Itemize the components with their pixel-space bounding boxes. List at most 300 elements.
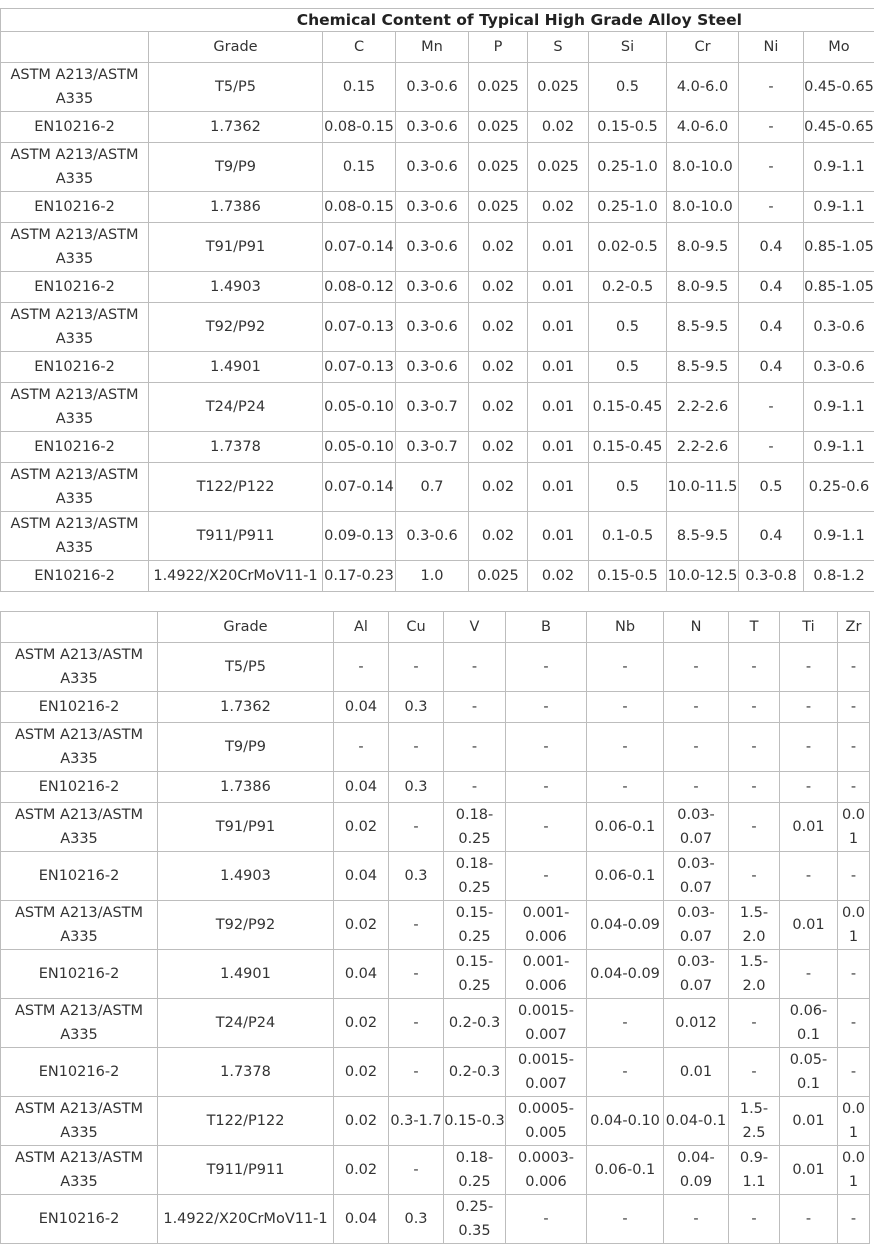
value-cell: 0.02 (528, 192, 589, 223)
value-cell: 0.05-0.1 (780, 1048, 838, 1097)
value-cell: 0.15 (323, 63, 396, 112)
value-cell: 0.02 (528, 561, 589, 592)
value-cell: 0.01 (528, 383, 589, 432)
grade-cell: T911/P911 (158, 1146, 334, 1195)
table-row (1, 512, 874, 561)
table-row (1, 950, 870, 999)
value-cell: 0.9-1.1 (804, 192, 874, 223)
value-cell: 0.025 (469, 112, 528, 143)
value-cell: - (389, 1146, 444, 1195)
value-cell: - (838, 1195, 870, 1244)
value-cell: - (729, 772, 780, 803)
column-header: N (664, 612, 729, 643)
value-cell: 0.3 (389, 1195, 444, 1244)
standard-cell: EN10216-2 (1, 112, 149, 143)
value-cell: 0.3-0.8 (739, 561, 804, 592)
value-cell: - (838, 852, 870, 901)
value-cell: - (444, 723, 506, 772)
value-cell: 0.01 (838, 1097, 870, 1146)
value-cell: 0.02 (469, 223, 528, 272)
value-cell: - (729, 1048, 780, 1097)
table-row (1, 1195, 870, 1244)
grade-cell: T24/P24 (158, 999, 334, 1048)
value-cell: 0.01 (528, 352, 589, 383)
value-cell: 0.025 (469, 561, 528, 592)
value-cell: - (389, 1048, 444, 1097)
value-cell: 0.15 (323, 143, 396, 192)
standard-cell: EN10216-2 (1, 1048, 158, 1097)
value-cell: 0.02-0.5 (589, 223, 667, 272)
standard-cell: ASTM A213/ASTM A335 (1, 643, 158, 692)
grade-cell: T122/P122 (149, 463, 323, 512)
standard-cell: ASTM A213/ASTM A335 (1, 223, 149, 272)
value-cell: - (389, 643, 444, 692)
table-row (1, 112, 874, 143)
standard-cell: ASTM A213/ASTM A335 (1, 143, 149, 192)
value-cell: 0.01 (780, 803, 838, 852)
value-cell: - (664, 1195, 729, 1244)
table-row (1, 901, 870, 950)
value-cell: 0.3-0.6 (804, 352, 874, 383)
value-cell: 0.06-0.1 (587, 852, 664, 901)
value-cell: - (444, 643, 506, 692)
grade-cell: T5/P5 (149, 63, 323, 112)
value-cell: 0.8-1.2 (804, 561, 874, 592)
value-cell: - (729, 852, 780, 901)
grade-cell: T9/P9 (158, 723, 334, 772)
column-header: Ti (780, 612, 838, 643)
value-cell: 0.09-0.13 (323, 512, 396, 561)
value-cell: 0.2-0.3 (444, 1048, 506, 1097)
value-cell: - (444, 772, 506, 803)
column-header: V (444, 612, 506, 643)
value-cell: 0.3-0.6 (396, 303, 469, 352)
value-cell: 0.07-0.13 (323, 352, 396, 383)
value-cell: - (389, 723, 444, 772)
table-row (1, 803, 870, 852)
standard-cell: ASTM A213/ASTM A335 (1, 901, 158, 950)
value-cell: - (506, 723, 587, 772)
column-header: Grade (158, 612, 334, 643)
grade-cell: 1.4922/X20CrMoV11-1 (158, 1195, 334, 1244)
value-cell: 0.45-0.65 (804, 63, 874, 112)
value-cell: 0.25-0.6 (804, 463, 874, 512)
value-cell: 1.5-2.0 (729, 950, 780, 999)
value-cell: 0.85-1.05 (804, 223, 874, 272)
value-cell: 0.01 (780, 901, 838, 950)
value-cell: 0.1-0.5 (589, 512, 667, 561)
grade-cell: 1.4922/X20CrMoV11-1 (149, 561, 323, 592)
value-cell: 0.02 (528, 112, 589, 143)
value-cell: - (739, 112, 804, 143)
value-cell: 0.3-0.6 (396, 272, 469, 303)
grade-cell: 1.7362 (149, 112, 323, 143)
value-cell: 0.3-0.7 (396, 383, 469, 432)
value-cell: 8.0-9.5 (667, 223, 739, 272)
grade-cell: T92/P92 (158, 901, 334, 950)
grade-cell: 1.7386 (149, 192, 323, 223)
value-cell: 0.3-0.6 (396, 512, 469, 561)
value-cell: - (739, 432, 804, 463)
value-cell: - (389, 803, 444, 852)
value-cell: 0.04 (334, 852, 389, 901)
value-cell: - (739, 63, 804, 112)
column-header (1, 612, 158, 643)
standard-cell: EN10216-2 (1, 561, 149, 592)
table-row (1, 1048, 870, 1097)
table-main-body (1, 9, 874, 592)
value-cell: 2.2-2.6 (667, 432, 739, 463)
value-cell: 0.3-0.7 (396, 432, 469, 463)
value-cell: 0.0015-0.007 (506, 1048, 587, 1097)
table-row (1, 272, 874, 303)
column-header: Cr (667, 32, 739, 63)
value-cell: 0.9-1.1 (804, 143, 874, 192)
value-cell: 0.08-0.15 (323, 192, 396, 223)
value-cell: - (780, 692, 838, 723)
value-cell: 0.025 (528, 143, 589, 192)
column-header: B (506, 612, 587, 643)
grade-cell: T122/P122 (158, 1097, 334, 1146)
value-cell: 0.02 (469, 463, 528, 512)
chemical-content-table-trace (0, 611, 870, 1244)
grade-cell: 1.4901 (149, 352, 323, 383)
grade-cell: 1.7362 (158, 692, 334, 723)
value-cell: 0.04-0.09 (664, 1146, 729, 1195)
value-cell: 0.5 (739, 463, 804, 512)
value-cell: 0.01 (664, 1048, 729, 1097)
value-cell: 0.04-0.09 (587, 901, 664, 950)
value-cell: 0.15-0.45 (589, 383, 667, 432)
column-header: Al (334, 612, 389, 643)
value-cell: - (729, 723, 780, 772)
grade-cell: T24/P24 (149, 383, 323, 432)
value-cell: 1.5-2.5 (729, 1097, 780, 1146)
value-cell: 0.01 (838, 803, 870, 852)
table-row (1, 852, 870, 901)
column-header: Ni (739, 32, 804, 63)
value-cell: 0.15-0.5 (589, 112, 667, 143)
value-cell: - (587, 772, 664, 803)
column-header: Mn (396, 32, 469, 63)
value-cell: 0.3-0.6 (396, 223, 469, 272)
value-cell: 0.01 (780, 1097, 838, 1146)
column-header: T (729, 612, 780, 643)
value-cell: 0.9-1.1 (729, 1146, 780, 1195)
value-cell: 0.01 (838, 901, 870, 950)
value-cell: - (729, 999, 780, 1048)
column-header: Si (589, 32, 667, 63)
value-cell: 0.3 (389, 852, 444, 901)
value-cell: 0.08-0.15 (323, 112, 396, 143)
value-cell: 0.01 (528, 272, 589, 303)
value-cell: 8.0-10.0 (667, 143, 739, 192)
standard-cell: ASTM A213/ASTM A335 (1, 463, 149, 512)
value-cell: 0.3 (389, 692, 444, 723)
standard-cell: EN10216-2 (1, 352, 149, 383)
value-cell: 0.07-0.14 (323, 223, 396, 272)
value-cell: 1.0 (396, 561, 469, 592)
value-cell: - (587, 723, 664, 772)
table-row (1, 223, 874, 272)
value-cell: 0.3-0.6 (396, 352, 469, 383)
grade-cell: T91/P91 (149, 223, 323, 272)
value-cell: 0.9-1.1 (804, 512, 874, 561)
column-header: Cu (389, 612, 444, 643)
value-cell: 0.15-0.5 (589, 561, 667, 592)
standard-cell: ASTM A213/ASTM A335 (1, 303, 149, 352)
table-row (1, 692, 870, 723)
value-cell: - (739, 143, 804, 192)
value-cell: 0.25-1.0 (589, 192, 667, 223)
value-cell: 0.18-0.25 (444, 1146, 506, 1195)
standard-cell: ASTM A213/ASTM A335 (1, 1097, 158, 1146)
value-cell: 0.05-0.10 (323, 432, 396, 463)
standard-cell: ASTM A213/ASTM A335 (1, 512, 149, 561)
value-cell: 10.0-11.5 (667, 463, 739, 512)
value-cell: - (444, 692, 506, 723)
chemical-content-table-main (0, 8, 874, 592)
standard-cell: ASTM A213/ASTM A335 (1, 63, 149, 112)
standard-cell: EN10216-2 (1, 432, 149, 463)
value-cell: - (780, 950, 838, 999)
value-cell: - (587, 1195, 664, 1244)
value-cell: 0.02 (469, 512, 528, 561)
value-cell: 0.02 (469, 383, 528, 432)
value-cell: 0.06-0.1 (587, 1146, 664, 1195)
table-row (1, 1146, 870, 1195)
value-cell: 0.9-1.1 (804, 432, 874, 463)
grade-cell: T9/P9 (149, 143, 323, 192)
value-cell: 0.03-0.07 (664, 852, 729, 901)
value-cell: 0.02 (469, 303, 528, 352)
standard-cell: EN10216-2 (1, 772, 158, 803)
value-cell: 0.15-0.45 (589, 432, 667, 463)
grade-cell: 1.4903 (149, 272, 323, 303)
value-cell: 0.4 (739, 352, 804, 383)
value-cell: 0.06-0.1 (780, 999, 838, 1048)
value-cell: - (506, 643, 587, 692)
value-cell: 0.04 (334, 950, 389, 999)
value-cell: 0.5 (589, 63, 667, 112)
table-row (1, 432, 874, 463)
value-cell: 0.4 (739, 223, 804, 272)
value-cell: 0.01 (528, 432, 589, 463)
value-cell: - (334, 643, 389, 692)
value-cell: 0.5 (589, 303, 667, 352)
value-cell: - (389, 901, 444, 950)
standard-cell: ASTM A213/ASTM A335 (1, 1146, 158, 1195)
table-row (1, 63, 874, 112)
value-cell: 0.025 (469, 192, 528, 223)
grade-cell: 1.4901 (158, 950, 334, 999)
column-header: Grade (149, 32, 323, 63)
value-cell: 0.04 (334, 772, 389, 803)
value-cell: - (587, 999, 664, 1048)
value-cell: 0.04 (334, 692, 389, 723)
value-cell: - (838, 723, 870, 772)
value-cell: 0.02 (334, 999, 389, 1048)
value-cell: 0.45-0.65 (804, 112, 874, 143)
value-cell: 0.012 (664, 999, 729, 1048)
table-row (1, 723, 870, 772)
value-cell: - (334, 723, 389, 772)
value-cell: - (587, 643, 664, 692)
value-cell: 0.0005-0.005 (506, 1097, 587, 1146)
value-cell: 0.01 (528, 303, 589, 352)
value-cell: 8.5-9.5 (667, 352, 739, 383)
value-cell: 0.01 (528, 223, 589, 272)
table-row (1, 303, 874, 352)
value-cell: 10.0-12.5 (667, 561, 739, 592)
value-cell: 0.4 (739, 303, 804, 352)
value-cell: 8.0-10.0 (667, 192, 739, 223)
value-cell: 0.07-0.13 (323, 303, 396, 352)
value-cell: 0.3-0.6 (396, 112, 469, 143)
value-cell: 0.03-0.07 (664, 803, 729, 852)
value-cell: - (506, 692, 587, 723)
value-cell: - (780, 772, 838, 803)
table-row (1, 352, 874, 383)
value-cell: 0.17-0.23 (323, 561, 396, 592)
value-cell: - (587, 1048, 664, 1097)
standard-cell: ASTM A213/ASTM A335 (1, 803, 158, 852)
value-cell: 4.0-6.0 (667, 112, 739, 143)
value-cell: - (664, 723, 729, 772)
value-cell: 0.04-0.10 (587, 1097, 664, 1146)
value-cell: 0.02 (334, 803, 389, 852)
standard-cell: EN10216-2 (1, 852, 158, 901)
value-cell: 0.15-0.3 (444, 1097, 506, 1146)
value-cell: 0.0003-0.006 (506, 1146, 587, 1195)
value-cell: 0.3-0.6 (804, 303, 874, 352)
value-cell: 0.02 (469, 272, 528, 303)
value-cell: 0.025 (528, 63, 589, 112)
value-cell: 0.02 (469, 352, 528, 383)
value-cell: 0.03-0.07 (664, 901, 729, 950)
value-cell: 8.0-9.5 (667, 272, 739, 303)
value-cell: 0.18-0.25 (444, 852, 506, 901)
value-cell: 0.15-0.25 (444, 901, 506, 950)
value-cell: - (838, 692, 870, 723)
value-cell: 0.06-0.1 (587, 803, 664, 852)
value-cell: 1.5-2.0 (729, 901, 780, 950)
value-cell: 8.5-9.5 (667, 303, 739, 352)
value-cell: 2.2-2.6 (667, 383, 739, 432)
standard-cell: EN10216-2 (1, 272, 149, 303)
grade-cell: 1.7386 (158, 772, 334, 803)
grade-cell: T91/P91 (158, 803, 334, 852)
value-cell: 0.2-0.5 (589, 272, 667, 303)
value-cell: 0.001-0.006 (506, 901, 587, 950)
value-cell: 0.08-0.12 (323, 272, 396, 303)
value-cell: 0.01 (528, 463, 589, 512)
table-trace-body (1, 612, 870, 1244)
standard-cell: EN10216-2 (1, 692, 158, 723)
value-cell: - (838, 643, 870, 692)
standard-cell: EN10216-2 (1, 950, 158, 999)
column-header: S (528, 32, 589, 63)
table-main-header-row (1, 32, 874, 63)
table-row (1, 383, 874, 432)
value-cell: - (838, 772, 870, 803)
value-cell: 0.03-0.07 (664, 950, 729, 999)
value-cell: 0.3-0.6 (396, 143, 469, 192)
value-cell: 0.07-0.14 (323, 463, 396, 512)
value-cell: 0.02 (334, 901, 389, 950)
column-header: P (469, 32, 528, 63)
value-cell: 0.5 (589, 463, 667, 512)
table-row (1, 643, 870, 692)
value-cell: 0.3-1.7 (389, 1097, 444, 1146)
value-cell: 0.18-0.25 (444, 803, 506, 852)
value-cell: - (739, 383, 804, 432)
value-cell: - (838, 999, 870, 1048)
standard-cell: EN10216-2 (1, 1195, 158, 1244)
value-cell: 0.3 (389, 772, 444, 803)
value-cell: - (506, 1195, 587, 1244)
value-cell: 0.9-1.1 (804, 383, 874, 432)
column-header (1, 32, 149, 63)
grade-cell: T911/P911 (149, 512, 323, 561)
value-cell: 0.02 (334, 1146, 389, 1195)
value-cell: 0.85-1.05 (804, 272, 874, 303)
value-cell: 0.2-0.3 (444, 999, 506, 1048)
value-cell: - (780, 1195, 838, 1244)
value-cell: 0.01 (780, 1146, 838, 1195)
value-cell: 0.001-0.006 (506, 950, 587, 999)
value-cell: 0.5 (589, 352, 667, 383)
value-cell: - (664, 692, 729, 723)
value-cell: 0.025 (469, 143, 528, 192)
value-cell: 0.3-0.6 (396, 192, 469, 223)
value-cell: - (664, 643, 729, 692)
value-cell: 0.05-0.10 (323, 383, 396, 432)
value-cell: - (780, 723, 838, 772)
column-header: Zr (838, 612, 870, 643)
grade-cell: 1.7378 (149, 432, 323, 463)
column-header: Nb (587, 612, 664, 643)
value-cell: - (506, 803, 587, 852)
value-cell: - (729, 643, 780, 692)
value-cell: - (780, 643, 838, 692)
value-cell: - (838, 950, 870, 999)
value-cell: 0.02 (334, 1097, 389, 1146)
value-cell: - (729, 692, 780, 723)
value-cell: 0.7 (396, 463, 469, 512)
value-cell: - (587, 692, 664, 723)
grade-cell: 1.7378 (158, 1048, 334, 1097)
value-cell: - (729, 803, 780, 852)
value-cell: - (506, 772, 587, 803)
column-header: Mo (804, 32, 874, 63)
value-cell: 0.25-0.35 (444, 1195, 506, 1244)
value-cell: 0.25-1.0 (589, 143, 667, 192)
value-cell: - (389, 999, 444, 1048)
table-row (1, 561, 874, 592)
table-row (1, 192, 874, 223)
value-cell: - (506, 852, 587, 901)
value-cell: 0.4 (739, 272, 804, 303)
value-cell: 0.4 (739, 512, 804, 561)
grade-cell: 1.4903 (158, 852, 334, 901)
value-cell: 0.04 (334, 1195, 389, 1244)
value-cell: 0.01 (528, 512, 589, 561)
standard-cell: ASTM A213/ASTM A335 (1, 723, 158, 772)
value-cell: 0.15-0.25 (444, 950, 506, 999)
value-cell: 0.02 (334, 1048, 389, 1097)
value-cell: 4.0-6.0 (667, 63, 739, 112)
